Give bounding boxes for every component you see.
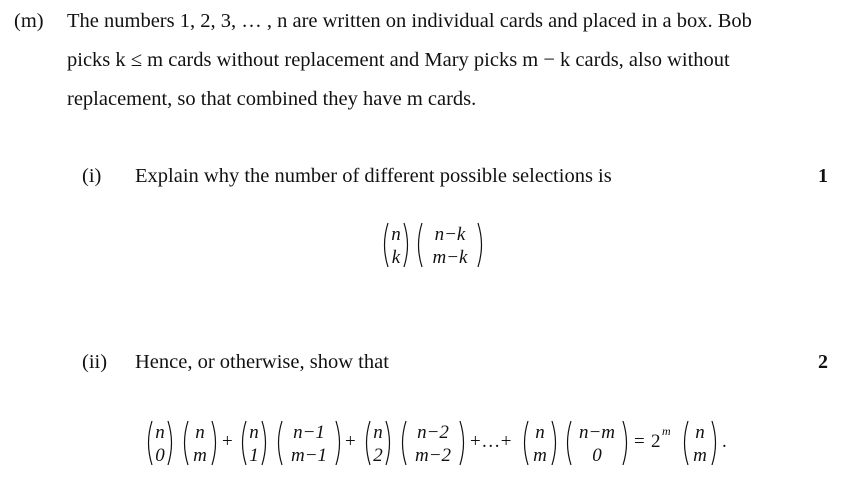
plus-sign: +: [345, 431, 356, 452]
part-ii-text: Hence, or otherwise, show that: [135, 351, 389, 373]
right-paren: [710, 420, 720, 466]
question-label: (m): [14, 10, 44, 32]
binomial-top: n−2: [417, 422, 449, 443]
binomial-nm-0: [563, 420, 631, 466]
right-paren: [550, 420, 560, 466]
binomial-bottom: m−2: [414, 445, 452, 466]
binomial-top: n−m: [578, 422, 616, 443]
period: .: [722, 431, 727, 452]
question-line-3: replacement, so that combined they have m cards.: [67, 88, 477, 110]
part-i-label: (i): [82, 165, 102, 187]
binomial-top: n: [391, 224, 401, 245]
binomial-n-m-last: [520, 420, 560, 466]
binomial-top: n: [535, 422, 545, 443]
binomial-top: n: [249, 422, 259, 443]
binomial-top: n−k: [434, 224, 466, 245]
binomial-n-0: [144, 420, 176, 466]
right-paren: [458, 420, 468, 466]
binomial-bottom: 1: [249, 445, 259, 466]
ellipsis-plus: +…+: [470, 431, 512, 452]
binomial-top: n: [155, 422, 165, 443]
binomial-nk-mk: [414, 222, 486, 268]
right-paren: [621, 420, 631, 466]
question-line-1: The numbers 1, 2, 3, … , n are written on individual cards and placed in a box. Bob: [67, 10, 752, 32]
binomial-n-k: [380, 222, 412, 268]
part-ii-label: (ii): [82, 351, 108, 373]
binomial-bottom: m: [193, 445, 207, 466]
right-paren: [384, 420, 394, 466]
right-paren: [402, 222, 412, 268]
question-line-2: picks k ≤ m cards without replacement and Mary picks m − k cards, also without: [67, 49, 730, 71]
binomial-bottom: 2: [373, 445, 383, 466]
right-paren: [476, 222, 486, 268]
binomial-top: n−1: [293, 422, 325, 443]
binomial-n1-m1: [274, 420, 344, 466]
binomial-bottom: 0: [592, 445, 602, 466]
binomial-top: n: [195, 422, 205, 443]
binomial-n2-m2: [398, 420, 468, 466]
binomial-n-m: [180, 420, 220, 466]
equals-sign: =: [634, 431, 645, 452]
binomial-n-2: [362, 420, 394, 466]
binomial-bottom: m−1: [290, 445, 328, 466]
part-i-marks: 1: [818, 165, 828, 187]
binomial-rhs-n-m: [680, 420, 720, 466]
right-paren: [210, 420, 220, 466]
binomial-bottom: 0: [155, 445, 165, 466]
right-paren: [334, 420, 344, 466]
binomial-bottom: k: [391, 247, 401, 268]
part-i-text: Explain why the number of different possible selections is: [135, 165, 612, 187]
binomial-n-1: [238, 420, 270, 466]
right-paren: [260, 420, 270, 466]
plus-sign: +: [222, 431, 233, 452]
part-ii-marks: 2: [818, 351, 828, 373]
binomial-top: n: [695, 422, 705, 443]
binomial-bottom: m: [693, 445, 707, 466]
binomial-top: n: [373, 422, 383, 443]
binomial-bottom: m: [533, 445, 547, 466]
power-base: 2: [651, 431, 661, 452]
right-paren: [166, 420, 176, 466]
binomial-bottom: m−k: [432, 247, 468, 268]
power-exponent: m: [662, 424, 671, 438]
